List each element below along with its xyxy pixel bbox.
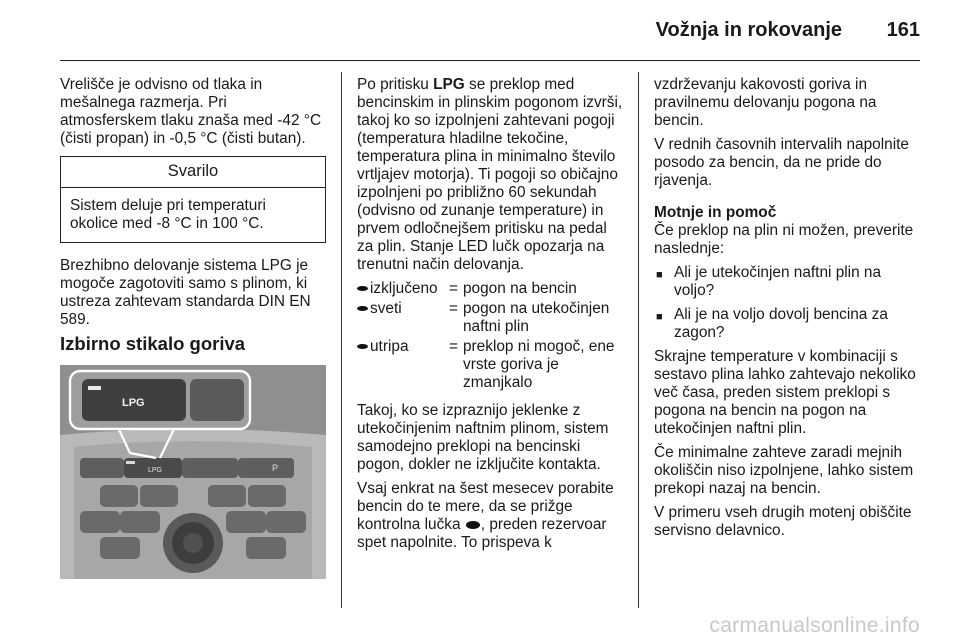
led-equals: = [449,338,458,355]
led-row [357,338,623,392]
petrol-usage-start: Vsaj enkrat na šest mesecev porabite bencin do te mere, da se prižge kontrolna lučka [357,480,614,533]
section-heading: Izbirno stikalo goriva [60,333,246,354]
bullet-text: Ali je na voljo dovolj bencina za zagon? [674,306,888,341]
fallback-paragraph: Če minimalne zahteve zaradi mejnih okoliščin niso izpolnjene, lahko sistem prekopi nazaj na bencin. [654,444,914,497]
led-equals: = [449,280,458,297]
led-description: pogon na bencin [463,280,577,297]
lpg-switch-figure [60,365,326,579]
led-equals: = [449,300,458,317]
led-state: utripa [370,338,409,355]
lpg-keyword: LPG [433,76,465,93]
bullet-square-icon: ■ [656,269,663,281]
page-number: 161 [886,19,920,41]
lpg-paragraph-rest: se preklop med bencinskim in plinskim pogonom izvrši, takoj ko so izpolnjeni zahtevani pogoji (temperatura hladilne tekočine, temperatura plina in minimalno število vrtljajev motorja). Ti pogoji so običajno izpolnjeni po približno 60 sekundah (odvisno od zunanje temperature) in prvem odločnejšem pritisku na pedal za plin. Stanje LED lučk opozarja na trenutni način delovanja. [357,76,623,273]
troubleshooting-heading: Motnje in pomoč [654,204,777,221]
warning-box [60,156,326,243]
running-header-title: Vožnja in rokovanje [655,19,842,41]
standard-paragraph: Brezhibno delovanje sistema LPG je mogoče zagotoviti samo s plinom, ki ustreza zahtevam standarda DIN EN 589. [60,257,311,328]
petrol-usage-end: , preden rezervoar spet napolnite. To prispeva k [357,516,607,551]
led-icon [357,344,368,349]
troubleshooting-intro: Če preklop na plin ni možen, preverite naslednje: [654,222,914,257]
column-right [654,76,920,546]
led-row [357,300,623,336]
led-row [357,280,623,298]
led-state: sveti [370,300,402,317]
maintenance-paragraph: vzdrževanju kakovosti goriva in pravilnemu delovanju pogona na bencin. [654,76,877,129]
led-icon [357,286,368,291]
column-divider-right [638,72,639,608]
warning-title: Svarilo [61,157,325,188]
warning-text: Sistem deluje pri temperaturi okolice med -8 °C in 100 °C. [70,197,266,232]
column-left [60,76,326,579]
led-icon [357,306,368,311]
led-status-table [357,280,623,392]
bullet-square-icon: ■ [656,311,663,323]
intro-paragraph: Vrelišče je odvisno od tlaka in mešalnega razmerja. Pri atmosferskem tlaku znaša med -42 °C (čisti propan) in -0,5 °C (čisti butan). [60,76,322,147]
bullet-text: Ali je utekočinjen naftni plin na voljo? [674,264,882,299]
control-light-icon [466,521,480,529]
dashboard-illustration [60,365,326,579]
empty-tank-paragraph: Takoj, ko se izpraznijo jeklenke z utekočinjenim naftnim plinom, sistem samodejno preklopi na bencinski pogon, dokler ne izključite kontakta. [357,402,609,473]
bullet-item [654,306,920,342]
column-divider-left [341,72,342,608]
svg-text:P: P [272,463,279,473]
lpg-button-label: LPG [122,397,145,409]
temperature-paragraph: Skrajne temperature v kombinaciji s sestavo plina lahko zahtevajo nekoliko več časa, preden sistem preklopi s pogona na bencin na pogon na utekočinjen naftni plin. [654,348,916,437]
petrol-usage-paragraph [357,480,623,552]
led-description: pogon na utekočinjen naftni plin [463,300,610,335]
small-lpg-label: LPG [148,467,163,474]
refill-paragraph: V rednih časovnih intervalih napolnite posodo za bencin, da ne pride do rjavenja. [654,136,909,189]
column-middle [357,76,623,558]
service-paragraph: V primeru vseh drugih motenj obiščite servisno delavnico. [654,504,912,539]
watermark: carmanualsonline.info [709,614,920,637]
lpg-paragraph-start: Po pritisku [357,76,434,93]
led-description: preklop ni mogoč, ene vrste goriva je zmanjkalo [463,338,615,391]
led-state: izključeno [370,280,438,297]
bullet-item [654,264,920,300]
header-divider [60,60,920,61]
lpg-paragraph [357,76,623,274]
